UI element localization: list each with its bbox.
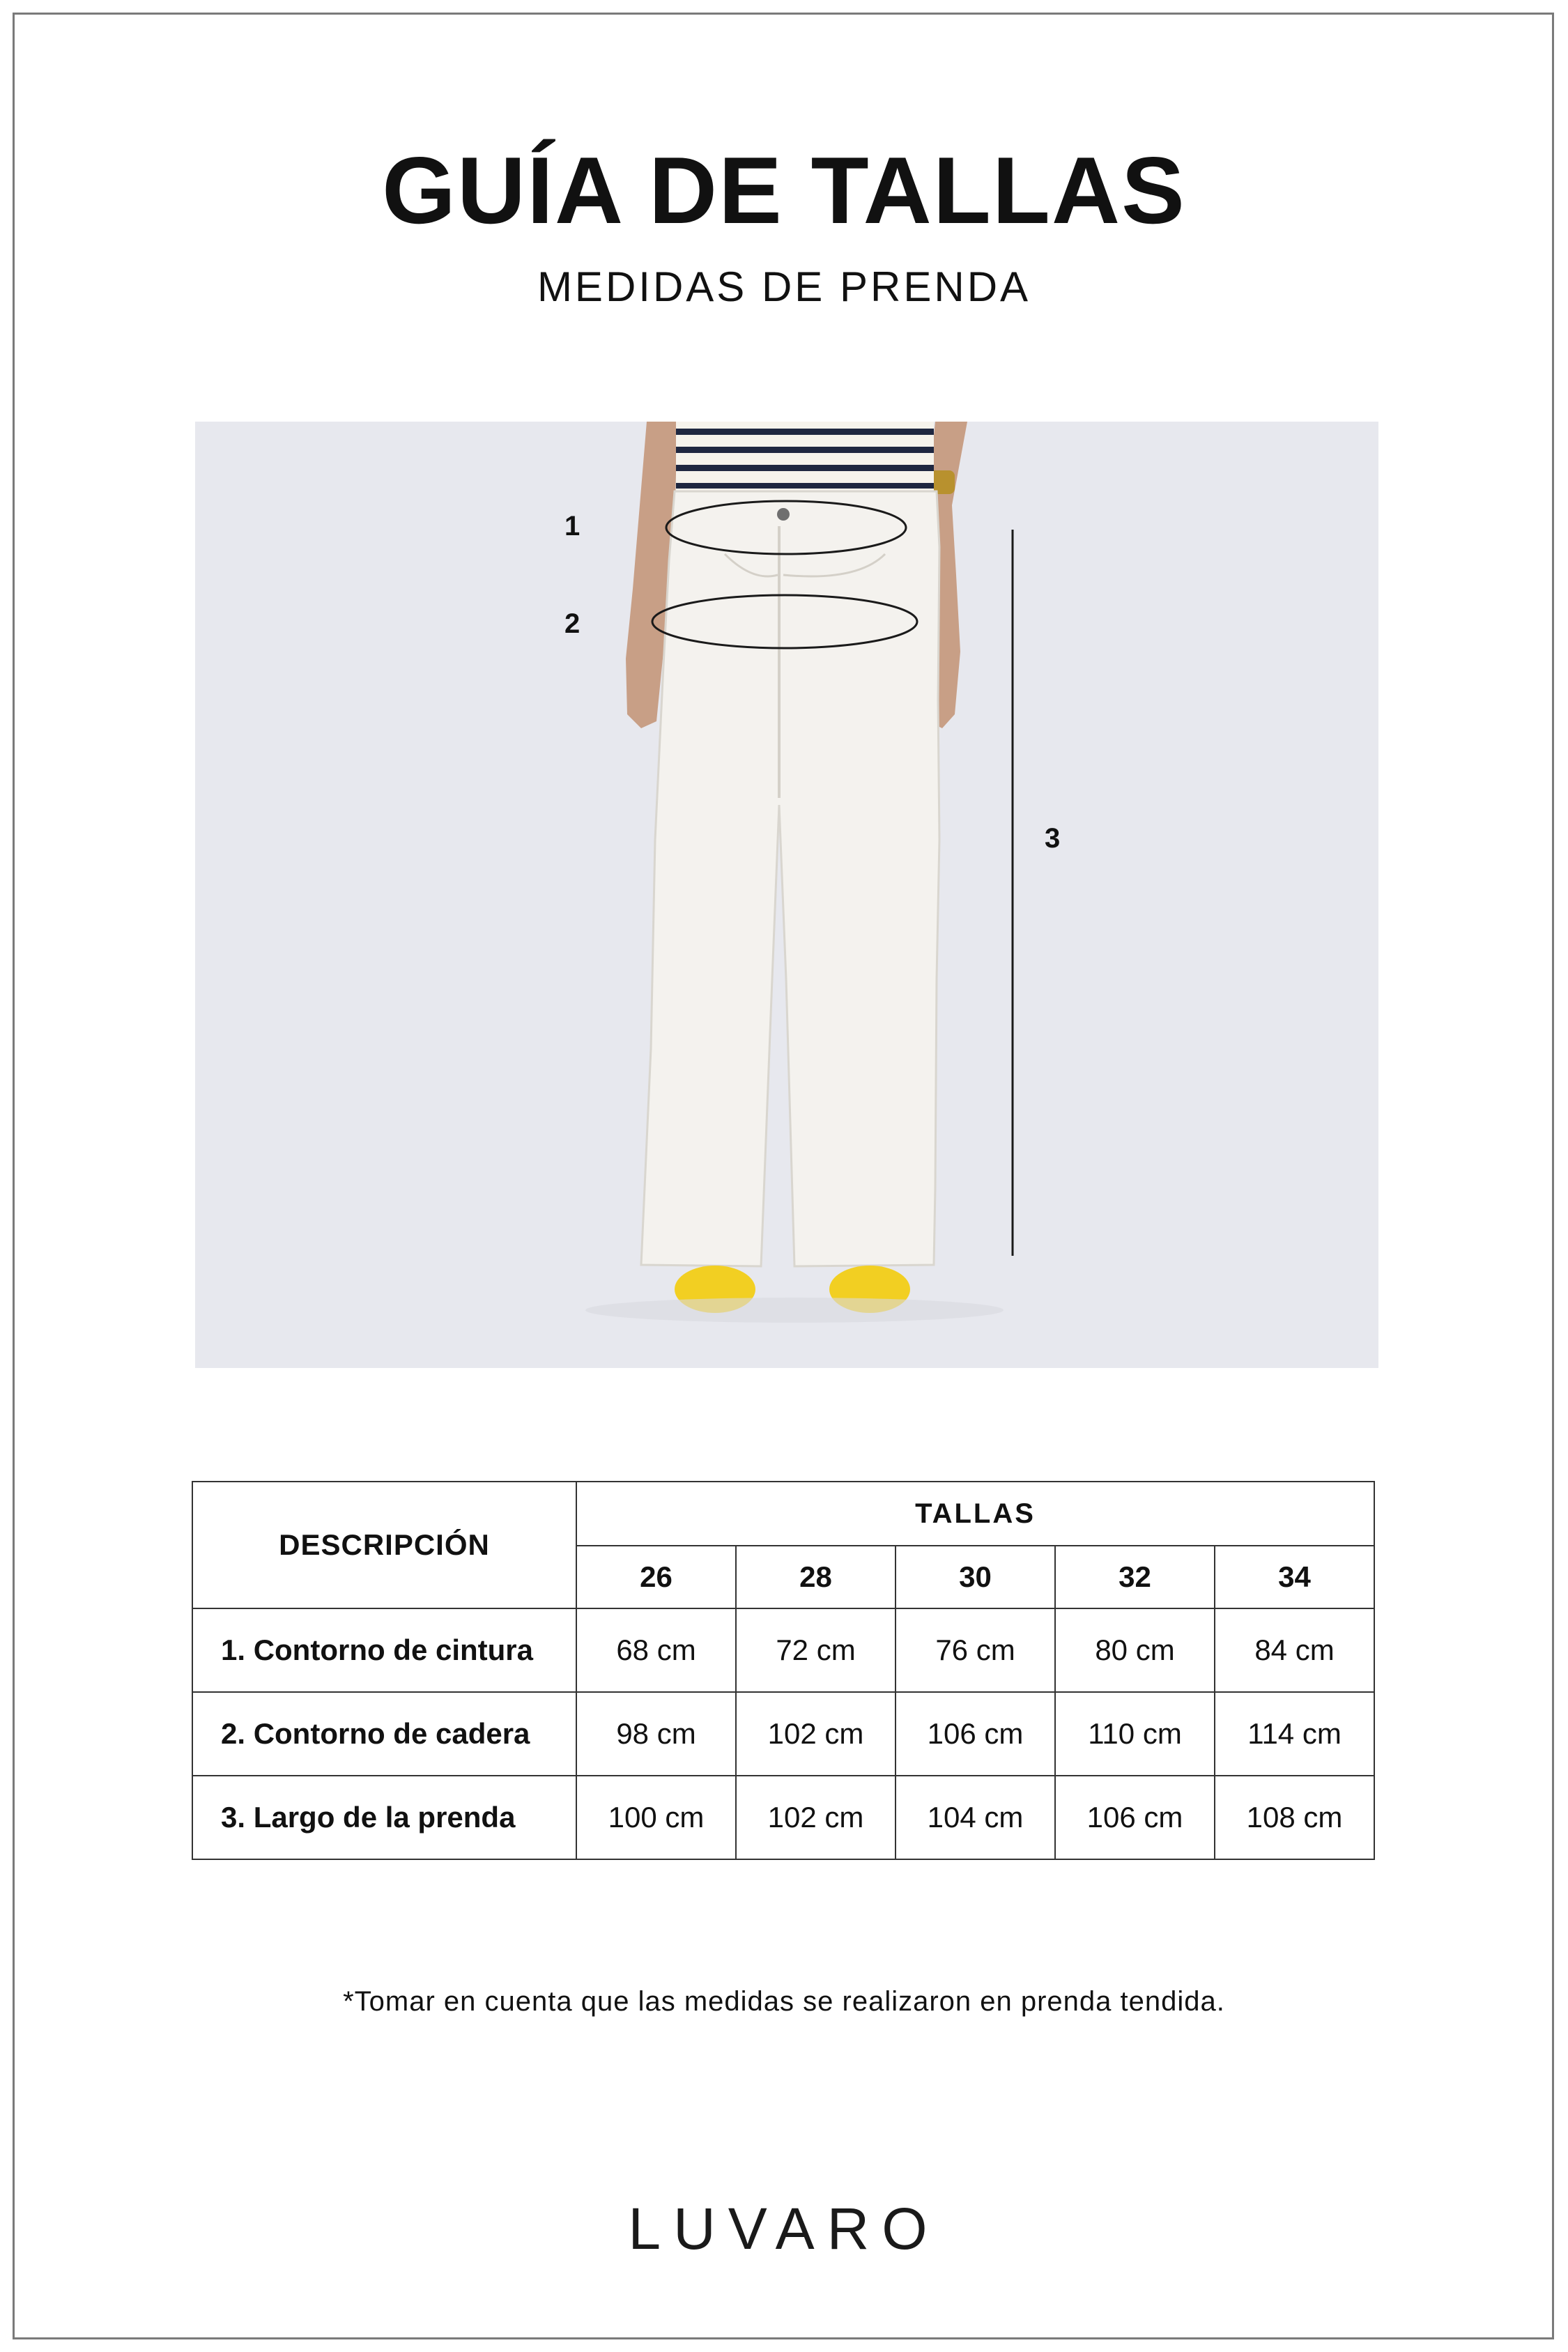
description-header: DESCRIPCIÓN bbox=[192, 1482, 576, 1608]
marker-2: 2 bbox=[564, 608, 581, 639]
row-label-hip: 2. Contorno de cadera bbox=[192, 1692, 576, 1776]
table-cell: 106 cm bbox=[1055, 1776, 1215, 1859]
table-cell: 100 cm bbox=[576, 1776, 736, 1859]
table-cell: 84 cm bbox=[1215, 1608, 1374, 1692]
table-cell: 108 cm bbox=[1215, 1776, 1374, 1859]
size-table bbox=[192, 1481, 1375, 1860]
size-26-header: 26 bbox=[576, 1546, 736, 1608]
table-cell: 102 cm bbox=[736, 1776, 896, 1859]
marker-3: 3 bbox=[1045, 823, 1061, 854]
table-cell: 72 cm bbox=[736, 1608, 896, 1692]
size-34-header: 34 bbox=[1215, 1546, 1374, 1608]
table-cell: 80 cm bbox=[1055, 1608, 1215, 1692]
table-cell: 114 cm bbox=[1215, 1692, 1374, 1776]
sizes-header: TALLAS bbox=[576, 1482, 1374, 1546]
garment-photo bbox=[195, 422, 1378, 1368]
table-cell: 106 cm bbox=[896, 1692, 1055, 1776]
size-28-header: 28 bbox=[736, 1546, 896, 1608]
size-32-header: 32 bbox=[1055, 1546, 1215, 1608]
jeans-illustration bbox=[195, 422, 1378, 1368]
table-cell: 76 cm bbox=[896, 1608, 1055, 1692]
marker-1: 1 bbox=[564, 511, 581, 541]
table-header-row bbox=[192, 1482, 1374, 1546]
row-label-waist: 1. Contorno de cintura bbox=[192, 1608, 576, 1692]
table-cell: 104 cm bbox=[896, 1776, 1055, 1859]
table-row bbox=[192, 1692, 1374, 1776]
size-30-header: 30 bbox=[896, 1546, 1055, 1608]
row-label-length: 3. Largo de la prenda bbox=[192, 1776, 576, 1859]
table-cell: 110 cm bbox=[1055, 1692, 1215, 1776]
jeans-button bbox=[777, 508, 790, 521]
footnote: *Tomar en cuenta que las medidas se realizaron en prenda tendida. bbox=[343, 1986, 1225, 2017]
table-row bbox=[192, 1608, 1374, 1692]
table-row bbox=[192, 1776, 1374, 1859]
table-cell: 102 cm bbox=[736, 1692, 896, 1776]
brand-logo: LUVARO bbox=[628, 2196, 940, 2261]
table-cell: 98 cm bbox=[576, 1692, 736, 1776]
table-cell: 68 cm bbox=[576, 1608, 736, 1692]
page-title: GUÍA DE TALLAS bbox=[382, 137, 1186, 243]
page-subtitle: MEDIDAS DE PRENDA bbox=[537, 263, 1031, 310]
